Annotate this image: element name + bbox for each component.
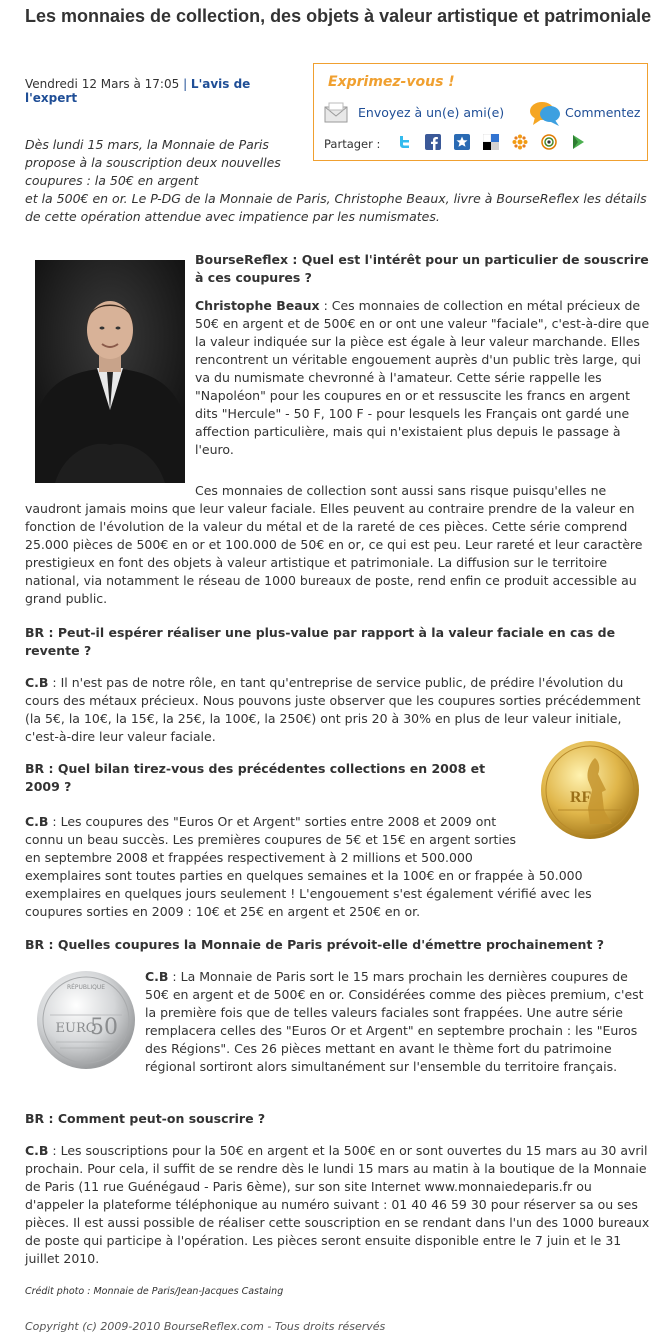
copyright-notice: Copyright (c) 2009-2010 BourseReflex.com - Tous droits réservés (25, 1320, 386, 1333)
answer-4-text: : La Monnaie de Paris sort le 15 mars prochain les dernières coupures de 50€ en argent et de 500€ en or. Considérées comme des pièces premium, c'est la première fois que de telles valeurs faciales sont frappées. Une autre série remplacera celles des "Euros Or et Argent" en septembre prochain : les "Euros des Régions". Ces 26 pièces mettant en avant le thème fort du patrimoine régional sortiront alors simultanément sur l'ensemble du territoire français. (145, 969, 644, 1074)
answer-4 (145, 968, 645, 1076)
intro-text-part2: et la 500€ en or. Le P-DG de la Monnaie de Paris, Christophe Beaux, livre à BourseReflex les détails de cette opération attendue avec impatience par les numismates. (25, 191, 647, 224)
dateline (25, 77, 285, 105)
cb-label: C.B (145, 969, 169, 984)
cb-label: C.B (25, 814, 49, 829)
cb-label: C.B (25, 1143, 49, 1158)
intro-text-part1: Dès lundi 15 mars, la Monnaie de Paris propose à la souscription deux nouvelles coupures : la 50€ en argent (25, 137, 281, 188)
partager-label: Partager : (324, 137, 381, 151)
silver-coin-image (36, 970, 136, 1070)
photo-credit: Crédit photo : Monnaie de Paris/Jean-Jacques Castaing (25, 1286, 284, 1297)
email-friend-link[interactable]: Envoyez à un(e) ami(e) (358, 105, 505, 120)
coin-float-spacer (525, 796, 653, 851)
article-date: Vendredi 12 Mars à 17:05 (25, 77, 180, 91)
coin-republique-text: RÉPUBLIQUE (66, 984, 106, 991)
answer-2 (25, 674, 653, 746)
comment-link[interactable]: Commentez (565, 105, 641, 120)
question-3: BR : Quel bilan tirez-vous des précédentes collections en 2008 et 2009 ? (25, 761, 486, 794)
answer-1 (195, 297, 650, 459)
answer-5-text: : Les souscriptions pour la 50€ en argent et la 500€ en or sont ouvertes du 15 mars au 30 avril prochain. Pour cela, il suffit de se rendre dès le lundi 15 mars au matin à la boutique de la Monnaie de Paris (11 rue Guénégaud - Paris 6ème), sur son site Internet www.monnaiedeparis.fr ou d'appeler la plateforme téléphonique au numéro suivant : 01 40 46 59 30 pour réserver sa ou ses pièces. Il est aussi possible de réaliser cette souscription en se rendant dans l'un des 1000 bureaux de poste qui participe à l'opération. Les pièces seront ensuite disponible entre le 7 juin et le 31 juillet 2010. (25, 1143, 650, 1266)
share-actions (324, 100, 639, 128)
question-3-block (25, 760, 653, 921)
article-title: Les monnaies de collection, des objets à valeur artistique et patrimoniale (25, 6, 652, 26)
comment-bubble-icon[interactable] (529, 100, 561, 126)
share-heading: Exprimez-vous ! (328, 74, 455, 90)
question-4: BR : Quelles coupures la Monnaie de Paris prévoit-elle d'émettre prochainement ? (25, 937, 605, 952)
answer-5 (25, 1142, 653, 1268)
article-intro (25, 136, 650, 226)
coin-euro-text: EURO (55, 1021, 97, 1036)
coin-value-text: 50 (90, 1015, 118, 1040)
cb-label: C.B (25, 675, 49, 690)
dateline-separator: | (179, 77, 191, 91)
question-5: BR : Comment peut-on souscrire ? (25, 1111, 266, 1126)
category-link[interactable]: L'avis de l'expert (25, 77, 251, 105)
speaker-name: Christophe Beaux (195, 298, 320, 313)
envelope-icon[interactable] (324, 102, 348, 124)
answer-1-text: : Ces monnaies de collection en métal précieux de 50€ en argent et de 500€ en or ont une valeur "faciale", c'est-à-dire que la valeur indiquée sur la pièce est égale à leur valeur marchande. Elles rencontrent un véritable engouement auprès d'un public très large, qui va du numismate chevronné à l'amateur. Cette série rappelle les "Napoléon" pour les coupures en or et ressuscite les francs en argent dits "Hercule" - 50 F, 100 F - pour lesquels les Français ont gardé une affection particulière, mais qui n'existaient plus depuis le passage à l'euro. (195, 298, 650, 457)
portrait-photo (35, 260, 185, 483)
answer-1-continued: Ces monnaies de collection sont aussi sans risque puisqu'elles ne vaudront jamais moins que leur valeur faciale. Elles peuvent au contraire prendre de la valeur en fonction de l'évolution de la valeur du métal et de la rareté de ces pièces. Cette série comprend 25.000 pièces de 500€ en or et 100.000 de 50€ en or, ce qui est peu. Leur rareté et leur caractère prestigieux en font des objets à valeur artistique et patrimoniale. La diffusion sur le territoire national, via notamment le réseau de 1000 bureaux de poste, rend enfin ce produit accessible au grand public. (25, 483, 643, 606)
coin-rf-text: RF (570, 789, 592, 806)
question-2: BR : Peut-il espérer réaliser une plus-value par rapport à la valeur faciale en cas de revente ? (25, 625, 616, 658)
answer-3-text: : Les coupures des "Euros Or et Argent" sorties entre 2008 et 2009 ont connu un beau succès. Les premières coupures de 5€ et 15€ en argent sorties en septembre 2008 et frappées respectivement à 2 millions et 500.000 exemplaires sont toutes parties en quelques semaines et la 100€ en or frappée à 50.000 exemplaires en quelques jours seulement ! L'engouement s'est également vérifié avec les coupures sorties en 2009 : 10€ et 25€ en argent et 250€ en or. (25, 814, 592, 919)
answer-2-text: : Il n'est pas de notre rôle, en tant qu'entreprise de service public, de prédire l'évolution du cours des métaux précieux. Nous pouvons juste observer que les coupures sorties précédemment (la 5€, la 10€, la 15€, la 25€, la 100€, la 250€) ont pris 20 à 30% en plus de leur valeur initiale, c'est-à-dire leur valeur faciale. (25, 675, 641, 744)
question-1: BourseReflex : Quel est l'intérêt pour un particulier de souscrire à ces coupures ? (195, 252, 649, 285)
question-1-block (195, 251, 650, 459)
